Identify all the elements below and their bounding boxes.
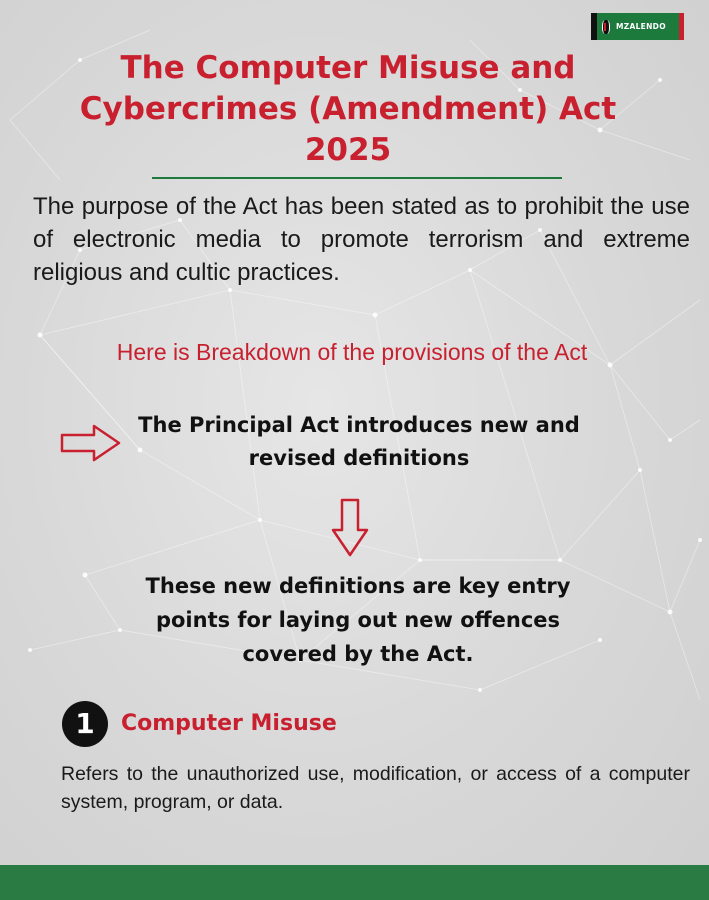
footer-bar: [0, 865, 709, 900]
section-number-badge: 1: [62, 701, 108, 747]
arrow-down-icon: [330, 498, 370, 558]
principal-act-statement: The Principal Act introduces new and revised definitions: [138, 413, 580, 470]
purpose-paragraph: The purpose of the Act has been stated as to prohibit the use of electronic media to promote terrorism and extreme religious and cultic practices.: [33, 193, 690, 286]
shield-icon: [602, 20, 610, 34]
mzalendo-logo: [591, 13, 684, 40]
title-divider: [152, 177, 562, 179]
breakdown-heading: Here is Breakdown of the provisions of the Act: [116, 339, 588, 365]
section-description: Refers to the unauthorized use, modification, or access of a computer system, program, or data.: [61, 763, 690, 813]
section-heading: Computer Misuse: [121, 711, 337, 736]
key-entry-statement: These new definitions are key entry points for laying out new offences covered by the Act.: [145, 574, 571, 666]
arrow-right-icon: [60, 423, 122, 463]
page-title: The Computer Misuse and Cybercrimes (Amendment) Act 2025: [79, 50, 617, 168]
logo-text: MZALENDO: [616, 22, 666, 31]
